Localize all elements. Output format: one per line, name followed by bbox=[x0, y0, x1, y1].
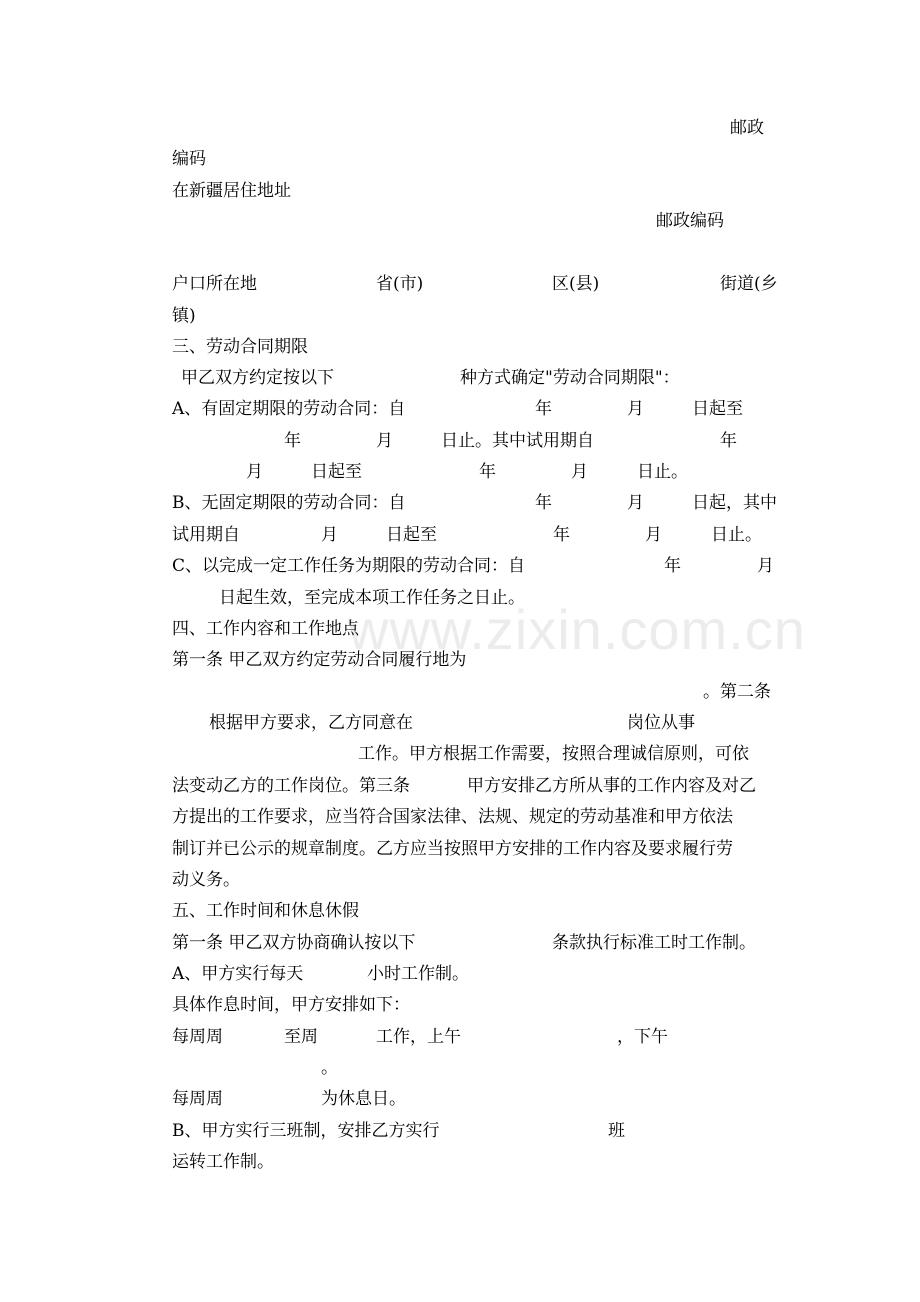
text-segment: 月 bbox=[376, 431, 393, 451]
text-segment: B、无固定期限的劳动合同：自 bbox=[172, 493, 406, 513]
text-segment: 月 bbox=[627, 399, 644, 419]
text-segment: 第一条 甲乙双方协商确认按以下 bbox=[172, 933, 416, 953]
text-segment: 月 bbox=[757, 556, 774, 576]
text-segment: 户口所在地 bbox=[172, 274, 257, 294]
text-segment: 日止。 bbox=[637, 462, 688, 482]
text-line: 在新疆居住地址 bbox=[172, 181, 291, 201]
text-segment: 试用期自 bbox=[172, 525, 240, 545]
text-segment: 年 bbox=[664, 556, 681, 576]
text-segment: 岗位从事 bbox=[627, 713, 695, 733]
text-line: 邮政编码 bbox=[656, 211, 724, 231]
text-line: 编码 bbox=[172, 149, 206, 169]
text-segment: 日起，其中 bbox=[692, 493, 777, 513]
section-heading: 四、工作内容和工作地点 bbox=[172, 619, 359, 639]
text-segment: 年 bbox=[535, 493, 552, 513]
text-line: 运转工作制。 bbox=[172, 1152, 274, 1172]
section-heading: 三、劳动合同期限 bbox=[172, 337, 308, 357]
text-segment: 为休息日。 bbox=[321, 1089, 406, 1109]
text-segment: 年 bbox=[720, 431, 737, 451]
text-segment: 区(县) bbox=[552, 274, 600, 294]
text-segment: A、甲方实行每天 bbox=[172, 964, 304, 984]
text-segment: 日起至 bbox=[311, 462, 362, 482]
text-line: 镇) bbox=[172, 306, 196, 326]
text-line: 动义务。 bbox=[172, 870, 240, 890]
text-segment: ，下午 bbox=[617, 1027, 668, 1047]
text-line: 方提出的工作要求，应当符合国家法律、法规、规定的劳动基准和甲方依法 bbox=[172, 807, 733, 827]
text-segment: 日起至 bbox=[692, 399, 743, 419]
text-segment: 月 bbox=[645, 525, 662, 545]
text-segment: 月 bbox=[571, 462, 588, 482]
text-segment: 每周周 bbox=[172, 1089, 223, 1109]
text-line: 工作。甲方根据工作需要，按照合理诚信原则，可依 bbox=[358, 744, 749, 764]
text-segment: 法变动乙方的工作岗位。第三条 bbox=[172, 776, 410, 796]
text-segment: A、有固定期限的劳动合同：自 bbox=[172, 399, 406, 419]
text-segment: 每周周 bbox=[172, 1027, 223, 1047]
text-line: 具体作息时间，甲方安排如下： bbox=[172, 995, 410, 1015]
text-line: 制订并已公示的规章制度。乙方应当按照甲方安排的工作内容及要求履行劳 bbox=[172, 839, 733, 859]
text-line: 。第二条 bbox=[703, 682, 771, 702]
text-segment: 年 bbox=[284, 431, 301, 451]
text-segment: 年 bbox=[535, 399, 552, 419]
text-segment: 月 bbox=[627, 493, 644, 513]
text-segment: 甲乙双方约定按以下 bbox=[181, 368, 334, 388]
text-segment: 至周 bbox=[284, 1027, 318, 1047]
text-segment: 根据甲方要求，乙方同意在 bbox=[209, 713, 413, 733]
text-segment: 街道(乡 bbox=[720, 274, 778, 294]
text-segment: B、甲方实行三班制，安排乙方实行 bbox=[172, 1121, 440, 1141]
text-line: 第一条 甲乙双方约定劳动合同履行地为 bbox=[172, 650, 467, 670]
text-segment: 种方式确定"劳动合同期限"： bbox=[460, 368, 680, 388]
text-segment: 月 bbox=[321, 525, 338, 545]
text-segment: 日止。其中试用期自 bbox=[441, 431, 594, 451]
section-heading: 五、工作时间和休息休假 bbox=[172, 901, 359, 921]
watermark: www.zixin.com.cn bbox=[348, 598, 806, 661]
text-segment: 省(市) bbox=[376, 274, 424, 294]
text-segment: 小时工作制。 bbox=[367, 964, 469, 984]
text-segment: 日起至 bbox=[386, 525, 437, 545]
text-segment: 日止。 bbox=[711, 525, 762, 545]
text-segment: 条款执行标准工时工作制。 bbox=[552, 933, 756, 953]
text-segment: 工作，上午 bbox=[376, 1027, 461, 1047]
text-segment: C、以完成一定工作任务为期限的劳动合同：自 bbox=[172, 556, 526, 576]
text-segment: 甲方安排乙方所从事的工作内容及对乙 bbox=[467, 776, 756, 796]
text-line: 日起生效，至完成本项工作任务之日止。 bbox=[219, 588, 525, 608]
text-segment: 班 bbox=[608, 1121, 625, 1141]
text-segment: 年 bbox=[553, 525, 570, 545]
text-segment: 年 bbox=[479, 462, 496, 482]
text-line: 邮政 bbox=[730, 118, 764, 138]
text-line: 。 bbox=[321, 1058, 338, 1078]
text-segment: 月 bbox=[246, 462, 263, 482]
